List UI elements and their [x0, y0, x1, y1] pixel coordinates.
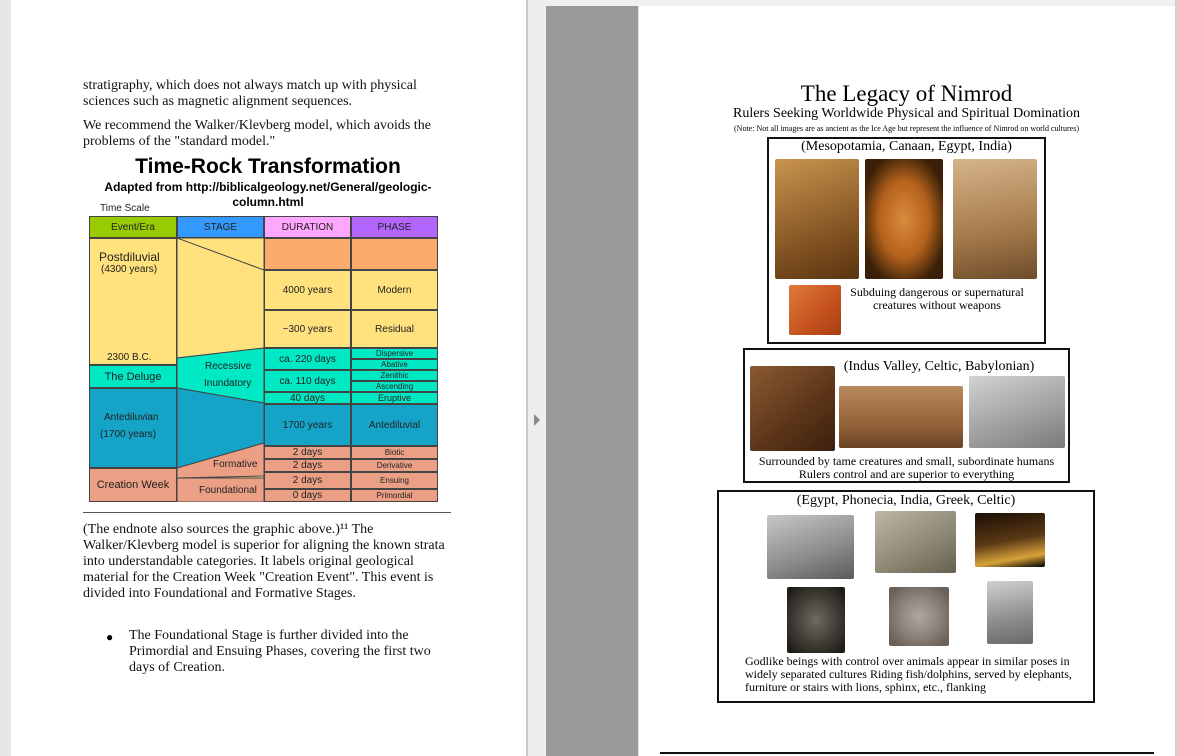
header-event-era: Event/Era [89, 216, 177, 238]
era-antediluvian [89, 388, 177, 468]
section2-region: (Indus Valley, Celtic, Babylonian) [843, 359, 1035, 374]
phase-residual: Residual [351, 310, 438, 348]
paragraph-recommendation: We recommend the Walker/Klevberg model, which avoids the problems of the "standard model." [83, 118, 431, 149]
right-background-band [546, 6, 638, 756]
era-antediluvian-label: Antediluvian [104, 412, 159, 423]
chart-subtitle: Adapted from http://biblicalgeology.net/General/geologic-column.html [104, 180, 432, 209]
phase-ensuing: Ensuing [351, 472, 438, 489]
section3-region: (Egypt, Phonecia, India, Greek, Celtic) [796, 493, 1016, 508]
image-coin-god [787, 587, 845, 653]
era-antediluvian-note: (1700 years) [100, 429, 157, 440]
phase-zenithic: Zenithic [351, 370, 438, 381]
page-gutter [528, 0, 546, 756]
duration-110-days: ca. 110 days [264, 370, 351, 392]
duration-220-days: ca. 220 days [264, 348, 351, 370]
era-creation-week: Creation Week [89, 468, 177, 502]
image-clay-tablet [789, 285, 841, 335]
duration-2-days-ensuing: 2 days [264, 472, 351, 489]
duration-0-days: 0 days [264, 489, 351, 502]
duration-4000-years: 4000 years [264, 270, 351, 310]
section1-caption: Subduing dangerous or supernatural creatures without weapons [850, 285, 1024, 312]
stage-recessive: Recessive [205, 361, 252, 372]
section-separator [83, 512, 451, 513]
duration-top-band [264, 238, 351, 270]
phase-derivative: Derivative [351, 459, 438, 472]
stage-foundational: Foundational [199, 485, 257, 496]
phase-abative: Abative [351, 359, 438, 370]
image-dolphin-coin [889, 587, 949, 646]
phase-ascending: Ascending [351, 381, 438, 392]
phase-antediluvial: Antediluvial [351, 404, 438, 446]
image-babylonian-relief [969, 376, 1065, 448]
image-stone-relief [953, 159, 1037, 279]
paragraph-stratigraphy: stratigraphy, which does not always match up with physical sciences such as magnetic alignment sequences. [83, 78, 417, 109]
phase-dispersive: Dispersive [351, 348, 438, 359]
duration-40-days: 40 days [264, 392, 351, 404]
chart-title: Time-Rock Transformation [135, 155, 401, 178]
image-celtic-cauldron [839, 386, 963, 448]
time-scale-label: Time Scale [100, 203, 150, 214]
header-stage: STAGE [177, 216, 264, 238]
duration-1700-years: 1700 years [264, 404, 351, 446]
left-document-page [0, 0, 526, 756]
header-duration: DURATION [264, 216, 351, 238]
image-lion-furniture [975, 513, 1045, 567]
paragraph-walker-model: (The endnote also sources the graphic above.)¹¹ The Walker/Klevberg model is superior for aligning the known strata into understandable categories. It labels original geological material for the Creation Week "Creation Event". This event is divided into Foundational and Formative Stages. [83, 522, 445, 601]
image-hero-lion [775, 159, 859, 279]
duration-2-days-biotic: 2 days [264, 446, 351, 459]
era-marker-2300bc: 2300 B.C. [107, 352, 152, 363]
phase-eruptive: Eruptive [351, 392, 438, 404]
image-indus-seal [750, 366, 835, 451]
image-stele-figure [987, 581, 1033, 644]
era-postdiluvial-label: Postdiluvial [99, 250, 160, 264]
phase-biotic: Biotic [351, 446, 438, 459]
era-postdiluvial-note: (4300 years) [101, 264, 158, 275]
bullet-dot: ● [106, 630, 114, 644]
duration-300-years: ~300 years [264, 310, 351, 348]
header-phase: PHASE [351, 216, 438, 238]
page-bottom-rule [660, 752, 1154, 754]
era-deluge: The Deluge [89, 365, 177, 388]
stage-formative: Formative [213, 459, 258, 470]
image-carved-seal [865, 159, 943, 279]
nimrod-note: (Note: Not all images are as ancient as the Ice Age but represent the influence of Nimrod on world cultures) [734, 124, 1079, 133]
image-rider-relief [875, 511, 956, 573]
phase-primordial: Primordial [351, 489, 438, 502]
stage-inundatory: Inundatory [204, 378, 252, 389]
section3-caption: Godlike beings with control over animals appear in similar poses in widely separated cultures Riding fish/dolphins, served by elephants, furniture or stairs with lions, sphinx, etc., flanking [745, 654, 1072, 694]
nimrod-subtitle: Rulers Seeking Worldwide Physical and Spiritual Domination [732, 106, 1081, 121]
phase-modern: Modern [351, 270, 438, 310]
duration-2-days-derivative: 2 days [264, 459, 351, 472]
phase-top-band [351, 238, 438, 270]
expand-arrow-icon[interactable] [534, 414, 540, 426]
section2-caption-line1: Surrounded by tame creatures and small, subordinate humans [758, 454, 1055, 468]
nimrod-title: The Legacy of Nimrod [800, 81, 1013, 106]
section2-caption-line2: Rulers control and are superior to everything [798, 467, 1015, 481]
image-silver-plate [767, 515, 854, 579]
section1-region: (Mesopotamia, Canaan, Egypt, India) [801, 139, 1012, 154]
bullet-foundational-stage: The Foundational Stage is further divided into the Primordial and Ensuing Phases, covering the first two days of Creation. [129, 628, 431, 675]
